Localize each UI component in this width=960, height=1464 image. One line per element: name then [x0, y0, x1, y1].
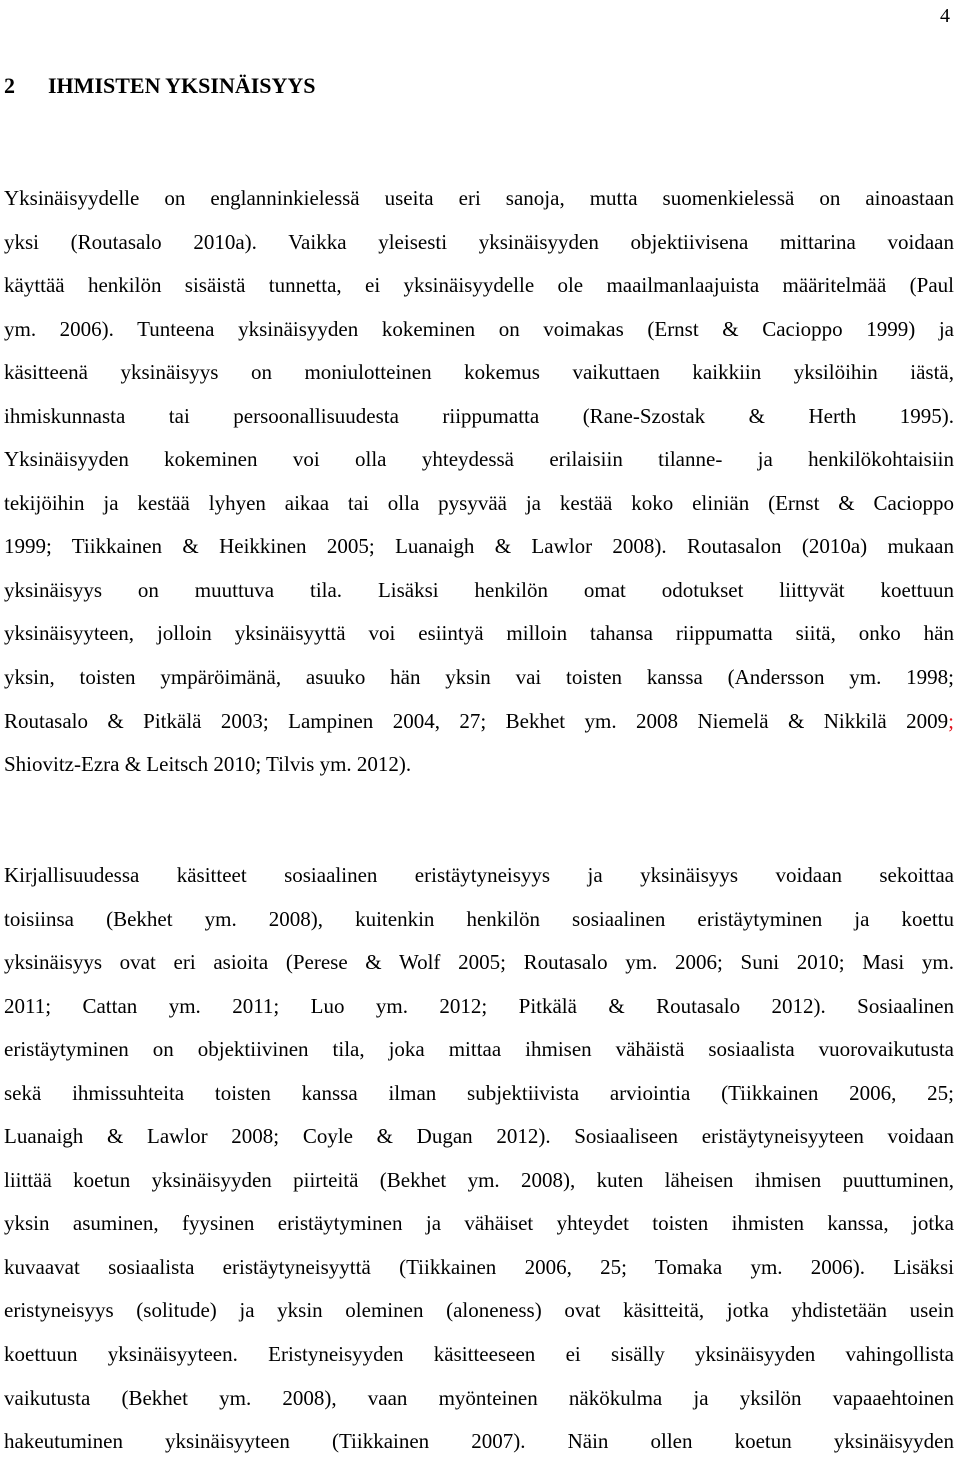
text-line: tekijöihin ja kestää lyhyen aikaa tai olla pysyvää ja kestää koko eliniän (Ernst & Cacioppo: [4, 490, 954, 515]
text-line: ym. 2006). Tunteena yksinäisyyden kokeminen on voimakas (Ernst & Cacioppo 1999) ja: [4, 316, 954, 341]
text-line: liittää koetun yksinäisyyden piirteitä (Bekhet ym. 2008), kuten läheisen ihmisen puuttuminen,: [4, 1167, 954, 1192]
text-line: eristyneisyys (solitude) ja yksin oleminen (aloneness) ovat käsitteitä, jotka yhdistetään usein: [4, 1298, 954, 1323]
accent-semicolon: ;: [948, 708, 954, 733]
section-heading: [4, 71, 316, 101]
text-line-main: Routasalo & Pitkälä 2003; Lampinen 2004, 27; Bekhet ym. 2008 Niemelä & Nikkilä 2009: [4, 708, 949, 733]
text-line: yksinäisyyteen, jolloin yksinäisyyttä voi esiintyä milloin tahansa riippumatta siitä, onko hän: [4, 621, 954, 646]
text-line: käyttää henkilön sisäistä tunnetta, ei yksinäisyydelle ole maailmanlaajuista määritelmää (Paul: [4, 273, 954, 298]
paragraph-loneliness-definition: [4, 177, 954, 787]
text-line: Luanaigh & Lawlor 2008; Coyle & Dugan 2012). Sosiaaliseen eristäytyneisyyteen voidaan: [4, 1124, 954, 1149]
text-line: sekä ihmissuhteita toisten kanssa ilman subjektiivista arviointia (Tiikkainen 2006, 25;: [4, 1080, 954, 1105]
text-line: vaikutusta (Bekhet ym. 2008), vaan myönteinen näkökulma ja yksilön vapaaehtoinen: [4, 1385, 954, 1410]
paragraph-social-isolation: [4, 854, 954, 1464]
text-line: Yksinäisyyden kokeminen voi olla yhteydessä erilaisiin tilanne- ja henkilökohtaisiin: [4, 447, 954, 472]
text-line: eristäytyminen on objektiivinen tila, joka mittaa ihmisen vähäistä sosiaalista vuorovaikutusta: [4, 1037, 954, 1062]
text-line: Yksinäisyydelle on englanninkielessä useita eri sanoja, mutta suomenkielessä on ainoastaan: [4, 186, 954, 210]
text-line: Kirjallisuudessa käsitteet sosiaalinen eristäytyneisyys ja yksinäisyys voidaan sekoittaa: [4, 863, 954, 887]
text-line: 1999; Tiikkainen & Heikkinen 2005; Luanaigh & Lawlor 2008). Routasalon (2010a) mukaan: [4, 534, 954, 559]
text-line: käsitteenä yksinäisyys on moniulotteinen kokemus vaikuttaen kaikkiin yksilöihin iästä,: [4, 360, 954, 385]
text-line: hakeutuminen yksinäisyyteen (Tiikkainen 2007). Näin ollen koetun yksinäisyyden: [4, 1429, 954, 1454]
text-line: yksinäisyys ovat eri asioita (Perese & Wolf 2005; Routasalo ym. 2006; Suni 2010; Masi ym.: [4, 950, 954, 975]
text-line: yksi (Routasalo 2010a). Vaikka yleisesti yksinäisyyden objektiivisena mittarina voidaan: [4, 229, 954, 254]
text-line: kuvaavat sosiaalista eristäytyneisyyttä (Tiikkainen 2006, 25; Tomaka ym. 2006). Lisäksi: [4, 1254, 954, 1279]
section-number: 2: [4, 73, 15, 98]
section-title: IHMISTEN YKSINÄISYYS: [48, 73, 316, 98]
text-line: yksinäisyys on muuttuva tila. Lisäksi henkilön omat odotukset liittyvät koettuun: [4, 577, 954, 602]
text-line: toisiinsa (Bekhet ym. 2008), kuitenkin henkilön sosiaalinen eristäytyminen ja koettu: [4, 906, 954, 931]
page-number: 4: [940, 5, 950, 27]
text-line: ihmiskunnasta tai persoonallisuudesta riippumatta (Rane-Szostak & Herth 1995).: [4, 403, 954, 428]
text-line: Shiovitz-Ezra & Leitsch 2010; Tilvis ym. 2012).: [4, 752, 412, 777]
text-line: 2011; Cattan ym. 2011; Luo ym. 2012; Pitkälä & Routasalo 2012). Sosiaalinen: [4, 993, 954, 1018]
text-line: koettuun yksinäisyyteen. Eristyneisyyden käsitteeseen ei sisälly yksinäisyyden vahingollista: [4, 1342, 954, 1367]
text-line: yksin asuminen, fyysinen eristäytyminen ja vähäiset yhteydet toisten ihmisten kanssa, jotka: [4, 1211, 954, 1236]
text-line-with-accent: [4, 700, 954, 744]
text-line: yksin, toisten ympäröimänä, asuuko hän yksin vai toisten kanssa (Andersson ym. 1998;: [4, 665, 954, 690]
